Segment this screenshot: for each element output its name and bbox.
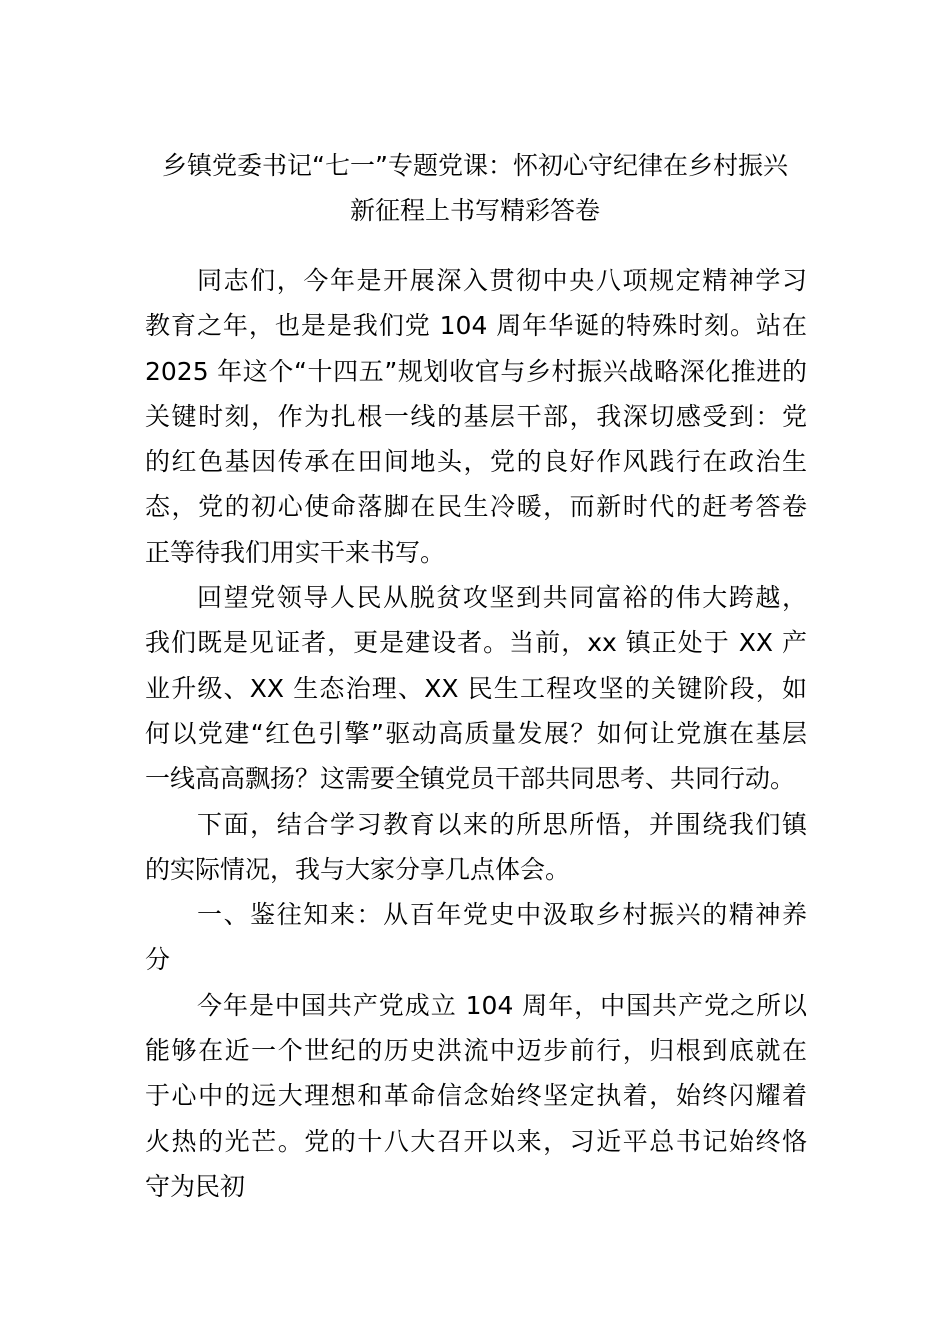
paragraph-line: 我们既是见证者，更是建设者。当前，xx 镇正处于 XX 产 <box>145 628 807 658</box>
paragraph-line: 能够在近一个世纪的历史洪流中迈步前行，归根到底就在 <box>145 1036 807 1066</box>
section-heading-line: 分 <box>145 945 171 975</box>
paragraph-line: 回望党领导人民从脱贫攻坚到共同富裕的伟大跨越， <box>197 583 807 613</box>
title-line: 新征程上书写精彩答卷 <box>349 196 600 225</box>
paragraph-line: 一线高高飘扬？这需要全镇党员干部共同思考、共同行动。 <box>145 764 796 794</box>
section-heading-line: 一、鉴往知来：从百年党史中汲取乡村振兴的精神养 <box>197 900 807 930</box>
paragraph-line: 何以党建“红色引擎”驱动高质量发展？如何让党旗在基层 <box>145 718 807 748</box>
paragraph-line: 2025 年这个“十四五”规划收官与乡村振兴战略深化推进的 <box>145 356 807 386</box>
paragraph-line: 态，党的初心使命落脚在民生冷暖，而新时代的赶考答卷 <box>145 492 807 522</box>
paragraph-line: 于心中的远大理想和革命信念始终坚定执着，始终闪耀着 <box>145 1081 807 1111</box>
document-body <box>145 258 807 1209</box>
paragraph-line: 教育之年，也是是我们党 104 周年华诞的特殊时刻。站在 <box>145 311 807 341</box>
paragraph-line: 的红色基因传承在田间地头，党的良好作风践行在政治生 <box>145 447 807 477</box>
title-line: 乡镇党委书记“七一”专题党课：怀初心守纪律在乡村振兴 <box>162 151 788 180</box>
paragraph-line: 业升级、XX 生态治理、XX 民生工程攻坚的关键阶段，如 <box>145 673 807 703</box>
paragraph-line: 的实际情况，我与大家分享几点体会。 <box>145 854 571 884</box>
paragraph-line: 同志们，今年是开展深入贯彻中央八项规定精神学习 <box>197 266 807 295</box>
paragraph-line: 关键时刻，作为扎根一线的基层干部，我深切感受到：党 <box>145 401 807 431</box>
document-title <box>145 143 805 233</box>
paragraph-line: 火热的光芒。党的十八大召开以来，习近平总书记始终恪 <box>145 1126 807 1156</box>
paragraph-line: 守为民初 <box>145 1171 246 1201</box>
paragraph-line: 今年是中国共产党成立 104 周年，中国共产党之所以 <box>197 990 807 1020</box>
paragraph-line: 正等待我们用实干来书写。 <box>145 537 446 567</box>
paragraph-line: 下面，结合学习教育以来的所思所悟，并围绕我们镇 <box>197 809 807 839</box>
